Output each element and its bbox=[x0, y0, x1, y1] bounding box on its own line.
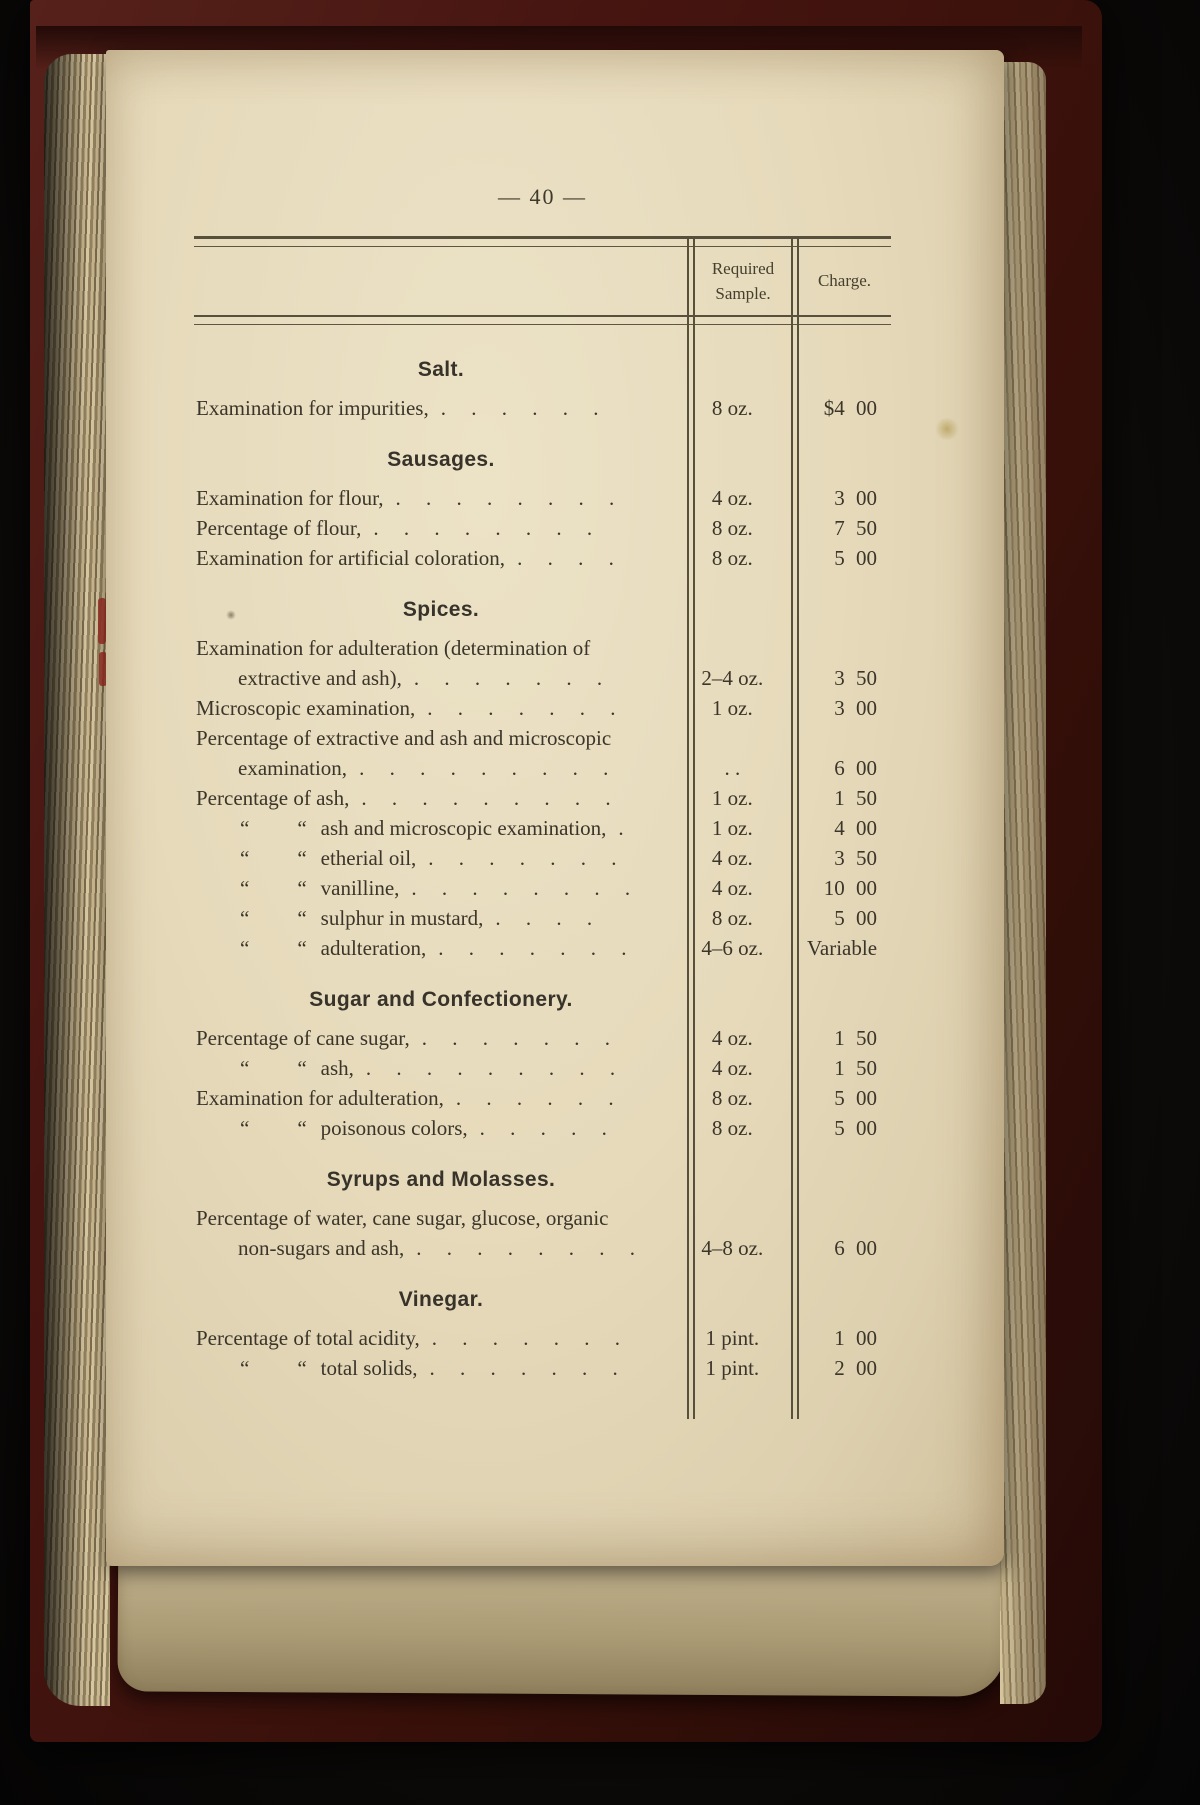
leader-dots: . . . . . . . bbox=[438, 936, 637, 960]
ditto-mark: “ bbox=[297, 1056, 307, 1080]
ditto-mark: “ bbox=[240, 846, 250, 870]
table-rule-top bbox=[194, 236, 891, 247]
leader-dots: . . . . . bbox=[479, 1116, 617, 1140]
description-text: ash and microscopic examination, bbox=[320, 816, 607, 840]
description-line-1: Percentage of water, cane sugar, glucose, organic bbox=[196, 1206, 609, 1230]
ditto-mark: “ bbox=[240, 1356, 250, 1380]
red-edge-mark bbox=[98, 598, 106, 644]
cell-charge: 4 00 bbox=[834, 816, 878, 840]
description-text: Examination for artificial coloration, bbox=[196, 546, 506, 570]
description-line-1: Percentage of extractive and ash and microscopic bbox=[196, 726, 612, 750]
leader-dots: . . . . . . . . bbox=[395, 486, 625, 510]
cell-required-sample: 1 oz. bbox=[711, 816, 753, 840]
leader-dots: . . . . . . . bbox=[429, 1356, 628, 1380]
cell-description bbox=[194, 783, 678, 813]
description-line bbox=[196, 813, 678, 843]
cell-description bbox=[194, 1113, 678, 1143]
description-text: total solids, bbox=[320, 1356, 418, 1380]
description-line bbox=[196, 1083, 678, 1113]
cell-charge: 1 50 bbox=[834, 786, 878, 810]
table-row bbox=[194, 1323, 891, 1353]
cell-charge: 1 50 bbox=[834, 1026, 878, 1050]
cell-description bbox=[194, 903, 678, 933]
cell-description bbox=[194, 1353, 678, 1383]
table-row bbox=[194, 783, 891, 813]
table-section bbox=[194, 445, 891, 573]
description-text: ash, bbox=[320, 1056, 354, 1080]
cell-charge: 1 00 bbox=[834, 1326, 878, 1350]
description-line bbox=[196, 693, 678, 723]
table-row bbox=[194, 1083, 891, 1113]
description-text: Examination for flour, bbox=[196, 486, 384, 510]
table-row bbox=[194, 903, 891, 933]
column-rule bbox=[797, 236, 799, 1419]
leader-dots: . bbox=[618, 816, 634, 840]
book-page bbox=[106, 50, 1004, 1566]
cell-required-sample: . . bbox=[724, 756, 741, 780]
table-rule-under-header bbox=[194, 315, 891, 325]
cell-required-sample: 4–8 oz. bbox=[701, 1236, 764, 1260]
section-title: Spices. bbox=[402, 598, 480, 621]
table-row bbox=[194, 1203, 891, 1263]
cell-description bbox=[194, 633, 678, 693]
ditto-mark: “ bbox=[240, 816, 250, 840]
column-rule bbox=[791, 236, 793, 1419]
description-text: Percentage of ash, bbox=[196, 786, 350, 810]
description-line bbox=[196, 513, 678, 543]
cell-description bbox=[194, 1323, 678, 1353]
table-row bbox=[194, 543, 891, 573]
cell-required-sample: 4 oz. bbox=[711, 846, 753, 870]
cell-description bbox=[194, 933, 678, 963]
cell-charge: 5 00 bbox=[834, 906, 878, 930]
cell-charge: 5 00 bbox=[834, 546, 878, 570]
cell-description bbox=[194, 543, 678, 573]
table-section bbox=[194, 985, 891, 1143]
ditto-mark: “ bbox=[240, 1056, 250, 1080]
leader-dots: . . . . . . . . . bbox=[361, 786, 621, 810]
cell-required-sample: 1 pint. bbox=[705, 1326, 760, 1350]
ditto-mark: “ bbox=[297, 846, 307, 870]
description-text: sulphur in mustard, bbox=[320, 906, 484, 930]
column-header-required-sample: Required Sample. bbox=[711, 258, 775, 303]
description-text: Examination for adulteration, bbox=[196, 1086, 444, 1110]
table-row bbox=[194, 933, 891, 963]
table-row bbox=[194, 633, 891, 693]
cell-description bbox=[194, 723, 678, 783]
table-header-row bbox=[194, 247, 891, 315]
table-section bbox=[194, 1285, 891, 1383]
description-line-1: Examination for adulteration (determination of bbox=[196, 636, 591, 660]
cell-charge: 5 00 bbox=[834, 1086, 878, 1110]
table-row bbox=[194, 1053, 891, 1083]
ditto-mark: “ bbox=[297, 906, 307, 930]
cell-required-sample: 2–4 oz. bbox=[701, 666, 764, 690]
cell-required-sample: 1 oz. bbox=[711, 786, 753, 810]
table-row bbox=[194, 483, 891, 513]
cell-charge: 5 00 bbox=[834, 1116, 878, 1140]
ditto-mark: “ bbox=[240, 1116, 250, 1140]
leader-dots: . . . . . . . bbox=[427, 696, 626, 720]
description-text: vanilline, bbox=[320, 876, 400, 900]
cell-required-sample: 8 oz. bbox=[711, 516, 753, 540]
cell-description bbox=[194, 1053, 678, 1083]
cell-required-sample: 4–6 oz. bbox=[701, 936, 764, 960]
description-line bbox=[196, 483, 678, 513]
table-row bbox=[194, 1353, 891, 1383]
section-title: Sausages. bbox=[387, 448, 495, 471]
cell-required-sample: 8 oz. bbox=[711, 906, 753, 930]
cell-charge: 6 00 bbox=[834, 1236, 878, 1260]
description-line bbox=[196, 1323, 678, 1353]
cell-description bbox=[194, 1203, 678, 1263]
cell-required-sample: 4 oz. bbox=[711, 486, 753, 510]
leader-dots: . . . . . . . bbox=[413, 666, 613, 690]
leader-dots: . . . . . . . . . bbox=[359, 756, 619, 780]
cell-description bbox=[194, 1023, 678, 1053]
column-rule bbox=[693, 236, 695, 1419]
description-line bbox=[196, 543, 678, 573]
leader-dots: . . . . . . bbox=[440, 396, 609, 420]
section-title: Vinegar. bbox=[398, 1288, 484, 1311]
description-line bbox=[196, 933, 678, 963]
section-title: Sugar and Confectionery. bbox=[309, 988, 573, 1011]
ditto-mark: “ bbox=[297, 1116, 307, 1140]
column-header-charge: Charge. bbox=[817, 271, 872, 290]
page-edges-right bbox=[1000, 62, 1046, 1704]
leader-dots: . . . . . . . . . bbox=[365, 1056, 626, 1080]
cell-charge: 3 00 bbox=[834, 696, 878, 720]
table-row bbox=[194, 1023, 891, 1053]
description-line bbox=[196, 1023, 678, 1053]
table-row bbox=[194, 693, 891, 723]
table-section bbox=[194, 595, 891, 963]
cell-required-sample: 8 oz. bbox=[711, 1116, 753, 1140]
section-title: Syrups and Molasses. bbox=[326, 1168, 556, 1191]
description-text: adulteration, bbox=[320, 936, 427, 960]
cell-charge: 7 50 bbox=[834, 516, 878, 540]
table-section bbox=[194, 1165, 891, 1263]
cell-charge: $4 00 bbox=[823, 396, 878, 420]
leader-dots: . . . . . . . . bbox=[416, 1236, 645, 1260]
description-line bbox=[196, 753, 678, 783]
description-line bbox=[196, 663, 678, 693]
cell-required-sample: 8 oz. bbox=[711, 1086, 753, 1110]
fees-table bbox=[194, 236, 891, 1419]
description-line bbox=[196, 1053, 678, 1083]
ditto-mark: “ bbox=[297, 816, 307, 840]
cell-charge: 2 00 bbox=[834, 1356, 878, 1380]
cell-required-sample: 4 oz. bbox=[711, 1056, 753, 1080]
ditto-mark: “ bbox=[240, 906, 250, 930]
description-line bbox=[196, 1113, 678, 1143]
cell-charge: 3 50 bbox=[834, 666, 878, 690]
description-text: non-sugars and ash, bbox=[238, 1236, 405, 1260]
cell-required-sample: 1 oz. bbox=[711, 696, 753, 720]
table-row bbox=[194, 813, 891, 843]
table-row bbox=[194, 843, 891, 873]
leader-dots: . . . . . . . . bbox=[373, 516, 603, 540]
description-text: extractive and ash), bbox=[238, 666, 402, 690]
table-row bbox=[194, 513, 891, 543]
description-line bbox=[196, 783, 678, 813]
table-section bbox=[194, 355, 891, 423]
description-text: Percentage of cane sugar, bbox=[196, 1026, 410, 1050]
description-line bbox=[196, 843, 678, 873]
cell-description bbox=[194, 843, 678, 873]
table-row bbox=[194, 723, 891, 783]
ditto-mark: “ bbox=[297, 1356, 307, 1380]
cell-required-sample: 4 oz. bbox=[711, 1026, 753, 1050]
leader-dots: . . . . bbox=[517, 546, 624, 570]
table-row bbox=[194, 1113, 891, 1143]
cell-description bbox=[194, 393, 678, 423]
ditto-mark: “ bbox=[297, 936, 307, 960]
cell-charge: 3 00 bbox=[834, 486, 878, 510]
ditto-mark: “ bbox=[240, 936, 250, 960]
page-number: — 40 — bbox=[498, 184, 587, 209]
table-row bbox=[194, 873, 891, 903]
description-line bbox=[196, 1233, 678, 1263]
table-body bbox=[194, 325, 891, 1419]
description-line bbox=[196, 393, 678, 423]
cell-charge: 3 50 bbox=[834, 846, 878, 870]
cell-charge: 1 50 bbox=[834, 1056, 878, 1080]
cell-description bbox=[194, 813, 678, 843]
cell-description bbox=[194, 1083, 678, 1113]
table-row bbox=[194, 393, 891, 423]
description-line bbox=[196, 1353, 678, 1383]
cell-charge: Variable bbox=[807, 936, 878, 960]
leader-dots: . . . . . . . . bbox=[411, 876, 641, 900]
ditto-mark: “ bbox=[297, 876, 307, 900]
description-text: poisonous colors, bbox=[320, 1116, 468, 1140]
description-text: examination, bbox=[238, 756, 348, 780]
leader-dots: . . . . . . bbox=[455, 1086, 624, 1110]
column-rule bbox=[687, 236, 689, 1419]
cell-required-sample: 8 oz. bbox=[711, 396, 753, 420]
description-text: Microscopic examination, bbox=[196, 696, 416, 720]
section-title: Salt. bbox=[417, 358, 465, 381]
description-line bbox=[196, 903, 678, 933]
description-text: Percentage of total acidity, bbox=[196, 1326, 420, 1350]
cell-charge: 10 00 bbox=[823, 876, 878, 900]
leader-dots: . . . . . . . bbox=[431, 1326, 630, 1350]
page-edges-left bbox=[44, 54, 110, 1706]
cell-charge: 6 00 bbox=[834, 756, 878, 780]
cell-description bbox=[194, 693, 678, 723]
leader-dots: . . . . bbox=[495, 906, 603, 930]
cell-required-sample: 1 pint. bbox=[705, 1356, 760, 1380]
cell-description bbox=[194, 513, 678, 543]
description-text: etherial oil, bbox=[320, 846, 417, 870]
leader-dots: . . . . . . . bbox=[428, 846, 627, 870]
ditto-mark: “ bbox=[240, 876, 250, 900]
description-text: Percentage of flour, bbox=[196, 516, 362, 540]
cell-description bbox=[194, 873, 678, 903]
cell-description bbox=[194, 483, 678, 513]
description-line bbox=[196, 873, 678, 903]
leader-dots: . . . . . . . bbox=[421, 1026, 620, 1050]
description-text: Examination for impurities, bbox=[196, 396, 429, 420]
page-stain bbox=[934, 418, 960, 440]
cell-required-sample: 4 oz. bbox=[711, 876, 753, 900]
cell-required-sample: 8 oz. bbox=[711, 546, 753, 570]
